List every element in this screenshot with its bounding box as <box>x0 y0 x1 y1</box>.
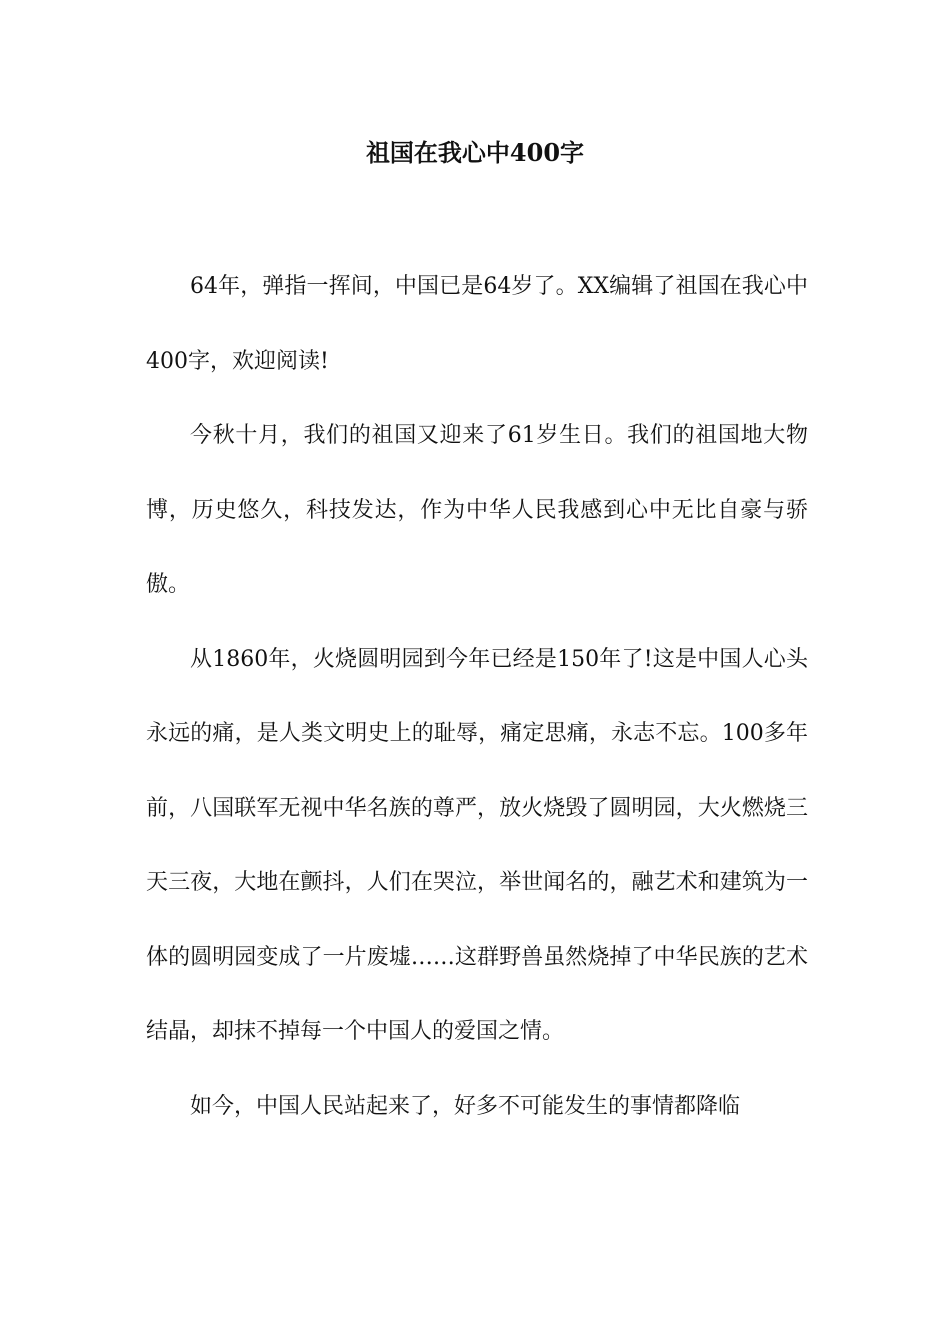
paragraph: 今秋十月，我们的祖国又迎来了61岁生日。我们的祖国地大物博，历史悠久，科技发达，作为中华人民我感到心中无比自豪与骄傲。 <box>146 423 808 597</box>
document-body <box>146 250 808 1144</box>
paragraph: 如今，中国人民站起来了，好多不可能发生的事情都降临 <box>190 1093 741 1119</box>
paragraph: 64年，弹指一挥间，中国已是64岁了。XX编辑了祖国在我心中400字，欢迎阅读! <box>146 274 808 374</box>
paragraph: 从1860年，火烧圆明园到今年已经是150年了!这是中国人心头永远的痛，是人类文明史上的耻辱，痛定思痛，永志不忘。100多年前，八国联军无视中华名族的尊严，放火烧毁了圆明园，大火燃烧三天三夜，大地在颤抖，人们在哭泣，举世闻名的，融艺术和建筑为一体的圆明园变成了一片废墟……这群野兽虽然烧掉了中华民族的艺术结晶，却抹不掉每一个中国人的爱国之情。 <box>146 646 808 1044</box>
page-title: 祖国在我心中400字 <box>365 138 585 167</box>
